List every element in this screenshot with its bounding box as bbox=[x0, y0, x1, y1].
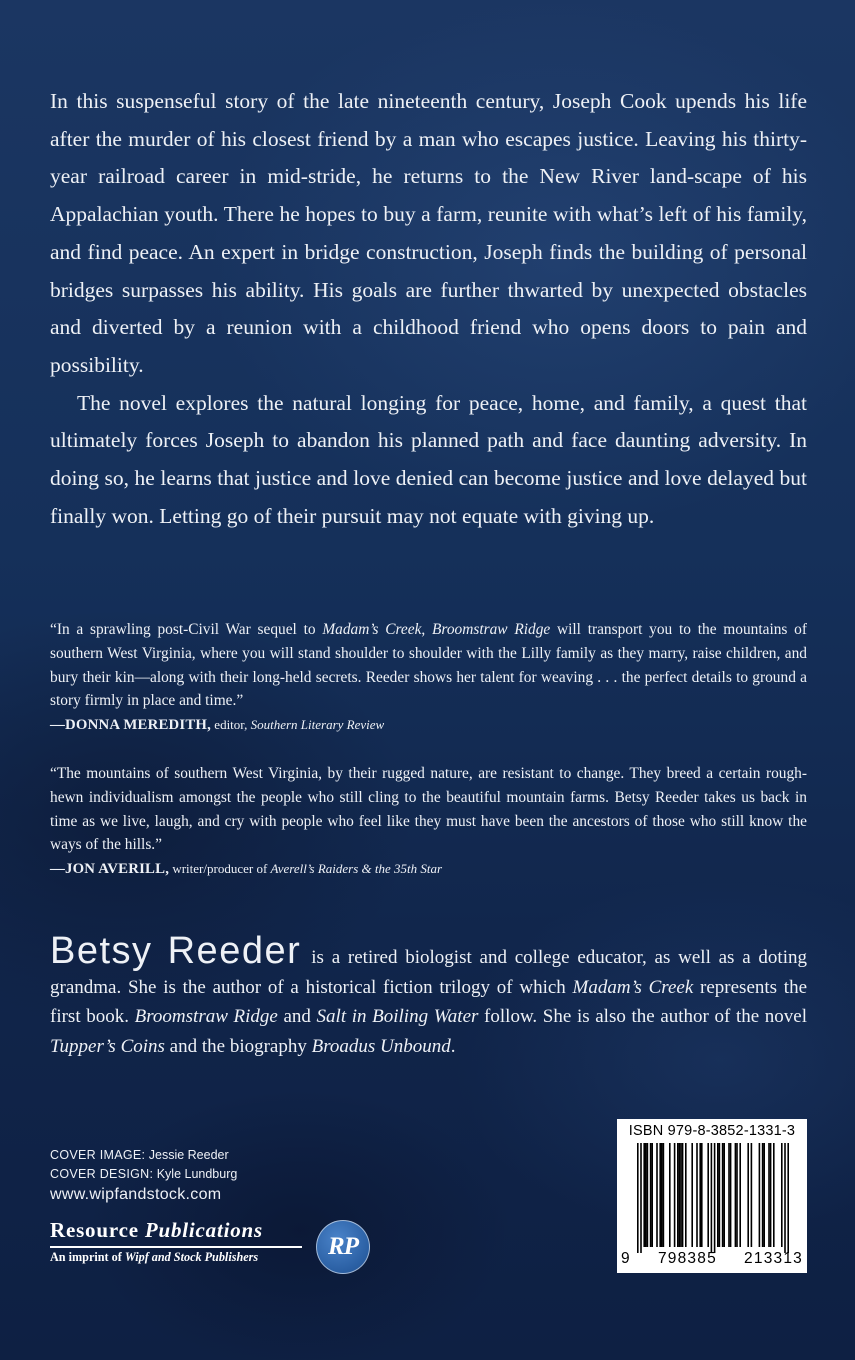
barcode-bar bbox=[661, 1143, 663, 1247]
book-title: Madam’s Creek bbox=[322, 621, 422, 638]
barcode-bar bbox=[685, 1143, 687, 1247]
reviewer-source: Averell’s Raiders & the 35th Star bbox=[270, 861, 443, 877]
rp-logo-icon bbox=[316, 1220, 370, 1274]
cover-image-credit bbox=[50, 1146, 237, 1165]
book-title: Madam’s Creek bbox=[572, 976, 694, 998]
barcode-bar bbox=[637, 1143, 639, 1253]
bio-text: follow. She is also the author of the novel bbox=[478, 1006, 808, 1027]
bio-text: is a retired biologist and college educator, as well as a doting grandma. She is the author of a historical fiction trilogy of which bbox=[50, 947, 807, 998]
publisher-name-text: Publications bbox=[144, 1218, 263, 1242]
publisher-rule bbox=[50, 1246, 302, 1248]
barcode-bar bbox=[643, 1143, 645, 1247]
barcode-bar bbox=[723, 1143, 725, 1247]
author-bio bbox=[50, 930, 808, 1061]
reviewer-role: editor, bbox=[211, 717, 251, 733]
barcode-bar bbox=[736, 1143, 738, 1247]
barcode-bar bbox=[674, 1143, 676, 1247]
isbn-digit-group: 798385 bbox=[657, 1250, 717, 1267]
review-quote-text: will transport you to the mountains of southern West Virginia, where you will stand shoulder to shoulder with the Lilly family as they marry, raise children, and bury their kin—along with their long-held secrets. Reeder shows her talent for weaving . . . the perfect details to ground a story firmly in place and time.” bbox=[50, 621, 807, 710]
barcode-bar bbox=[680, 1143, 682, 1247]
barcode-bar bbox=[647, 1143, 649, 1247]
barcode-bar bbox=[730, 1143, 732, 1247]
blurb-paragraph-2: The novel explores the natural longing for peace, home, and family, a quest that ultimately forces Joseph to abandon his planned path and face daunting adversity. In doing so, he learns that justice and love denied can become justice and love delayed but finally won. Letting go of their pursuit may not equate with giving up. bbox=[50, 390, 807, 528]
isbn-barcode bbox=[617, 1119, 807, 1273]
book-title: Broomstraw Ridge bbox=[432, 621, 551, 638]
review-attribution bbox=[50, 857, 807, 881]
barcode-bar bbox=[669, 1143, 671, 1247]
barcode-bar bbox=[677, 1143, 679, 1247]
barcode-bar bbox=[711, 1143, 713, 1253]
bio-text: and bbox=[277, 1006, 317, 1027]
isbn-digit-group: 213313 bbox=[744, 1250, 803, 1267]
barcode-bar bbox=[773, 1143, 775, 1247]
barcode-bar bbox=[701, 1143, 703, 1247]
review-2 bbox=[50, 762, 807, 881]
barcode-bar bbox=[747, 1143, 749, 1247]
barcode-bar bbox=[656, 1143, 658, 1247]
publisher-name bbox=[50, 1218, 263, 1243]
barcode-bar bbox=[751, 1143, 753, 1247]
reviewer-role: writer/producer of bbox=[169, 861, 271, 877]
book-title: Broadus Unbound bbox=[311, 1035, 451, 1057]
publisher-logo-block bbox=[50, 1218, 380, 1278]
barcode-bar bbox=[784, 1143, 786, 1253]
barcode-bar bbox=[768, 1143, 770, 1247]
imprint-text: Wipf and Stock Publishers bbox=[124, 1250, 259, 1264]
isbn-label: ISBN 979-8-3852-1331-3 bbox=[628, 1123, 796, 1139]
isbn-digit-group: 9 bbox=[621, 1250, 631, 1267]
credit-value: Jessie Reeder bbox=[145, 1148, 229, 1162]
barcode-bar bbox=[707, 1143, 709, 1247]
credit-value: Kyle Lundburg bbox=[153, 1167, 238, 1181]
barcode-bar bbox=[659, 1143, 661, 1247]
barcode-bar bbox=[714, 1143, 716, 1253]
cover-credits bbox=[50, 1146, 237, 1204]
review-quote-text: “In a sprawling post-Civil War sequel to bbox=[50, 621, 323, 638]
book-title: Broomstraw Ridge bbox=[134, 1006, 278, 1027]
isbn-digits bbox=[621, 1250, 803, 1268]
bio-text: . bbox=[450, 1035, 456, 1057]
publisher-imprint bbox=[50, 1250, 258, 1265]
barcode-bar bbox=[663, 1143, 665, 1247]
barcode-bar bbox=[781, 1143, 783, 1247]
rp-logo-text: RP bbox=[328, 1233, 358, 1260]
publisher-website: www.wipfandstock.com bbox=[50, 1186, 222, 1203]
credit-label: COVER DESIGN: bbox=[50, 1167, 154, 1181]
review-quote bbox=[50, 618, 807, 713]
review-quote-text: , bbox=[421, 621, 433, 638]
barcode-bar bbox=[640, 1143, 642, 1253]
barcode-bar bbox=[722, 1143, 724, 1247]
barcode-bar bbox=[719, 1143, 721, 1247]
barcode-bar bbox=[759, 1143, 761, 1247]
imprint-text: An imprint of bbox=[50, 1250, 125, 1264]
barcode-bar bbox=[770, 1143, 772, 1247]
review-attribution bbox=[50, 713, 807, 737]
barcode-bar bbox=[717, 1143, 719, 1247]
author-name: Betsy Reeder bbox=[50, 930, 302, 972]
bio-text: and the biography bbox=[164, 1035, 312, 1057]
barcode-bar bbox=[739, 1143, 741, 1247]
barcode-bar bbox=[691, 1143, 693, 1247]
barcode-bar bbox=[787, 1143, 789, 1253]
barcode-bar bbox=[762, 1143, 764, 1247]
publisher-name-text: Resource bbox=[50, 1218, 145, 1242]
book-title: Salt in Boiling Water bbox=[316, 1006, 479, 1027]
barcode-bar bbox=[679, 1143, 681, 1247]
barcode-bar bbox=[651, 1143, 653, 1247]
cover-design-credit bbox=[50, 1165, 237, 1184]
barcode-bar bbox=[728, 1143, 730, 1247]
book-title: Tupper’s Coins bbox=[50, 1035, 165, 1057]
back-cover-blurb bbox=[50, 83, 807, 535]
reviewer-source: Southern Literary Review bbox=[250, 717, 385, 733]
barcode-bar bbox=[645, 1143, 647, 1247]
blurb-paragraph-1: In this suspenseful story of the late nineteenth century, Joseph Cook upends his life after the murder of his closest friend by a man who escapes justice. Leaving his thirty-year railroad career in mid-stride, he returns to the New River land-scape of his Appalachian youth. There he hopes to buy a farm, reunite with what’s left of his family, and find peace. An expert in bridge construction, Joseph finds the building of personal bridges surpasses his ability. His goals are further thwarted by unexpected obstacles and diverted by a reunion with a childhood friend who opens doors to pain and possibility. bbox=[50, 89, 807, 377]
barcode-bar bbox=[735, 1143, 737, 1247]
barcode-bar bbox=[650, 1143, 652, 1247]
bio-text: represents the first book. bbox=[50, 976, 807, 1027]
review-1 bbox=[50, 618, 807, 737]
review-quote: “The mountains of southern West Virginia, by their rugged nature, are resistant to change. They breed a certain rough-hewn individualism amongst the people who still cling to the beautiful mountain farms. Betsy Reeder takes us back in time as we live, laugh, and cry with people who feel like they must have been the ancestors of those who still know the ways of the hills.” bbox=[50, 765, 807, 854]
barcode-bar bbox=[696, 1143, 698, 1247]
barcode-bar bbox=[699, 1143, 701, 1247]
barcode-bar bbox=[763, 1143, 765, 1247]
reviewer-name: —DONNA MEREDITH, bbox=[50, 717, 212, 734]
reviewer-name: —JON AVERILL, bbox=[50, 861, 170, 878]
barcode-bar bbox=[682, 1143, 684, 1247]
credit-label: COVER IMAGE: bbox=[50, 1148, 146, 1162]
